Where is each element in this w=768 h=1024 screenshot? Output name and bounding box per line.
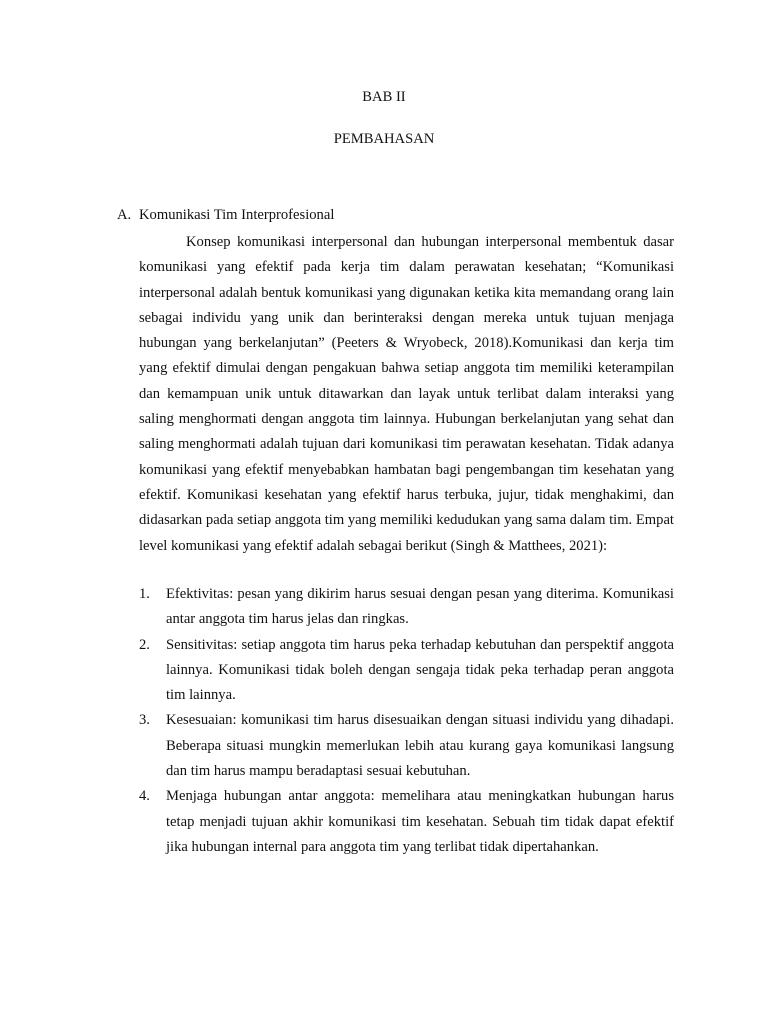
section-marker: A. bbox=[117, 207, 132, 223]
section-heading-text: Komunikasi Tim Interprofesional bbox=[139, 207, 335, 223]
list-item bbox=[139, 633, 674, 709]
list-item-text: Kesesuaian: komunikasi tim harus disesuaikan dengan situasi individu yang dihadapi. Beberapa situasi mungkin memerlukan lebih atau kurang gaya komunikasi langsung dan tim harus mampu beradaptasi sesuai kebutuhan. bbox=[166, 712, 674, 780]
list-item bbox=[139, 582, 674, 633]
list-item-text: Menjaga hubungan antar anggota: memelihara atau meningkatkan hubungan harus tetap menjadi tujuan akhir komunikasi tim kesehatan. Sebuah tim tidak dapat efektif jika hubungan internal para anggota tim yang terlibat tidak dipertahankan. bbox=[166, 788, 674, 855]
numbered-list bbox=[139, 582, 674, 860]
list-item-number: 1. bbox=[139, 586, 150, 602]
list-item-number: 2. bbox=[139, 636, 150, 653]
list-item-number: 4. bbox=[139, 788, 150, 805]
chapter-label: BAB II bbox=[362, 89, 406, 105]
list-item-text: Efektivitas: pesan yang dikirim harus sesuai dengan pesan yang diterima. Komunikasi antar anggota tim harus jelas dan ringkas. bbox=[166, 586, 674, 628]
list-item bbox=[139, 708, 674, 784]
section-heading bbox=[117, 206, 334, 224]
list-item-number: 3. bbox=[139, 712, 150, 729]
list-item bbox=[139, 784, 674, 860]
section-paragraph: Konsep komunikasi interpersonal dan hubungan interpersonal membentuk dasar komunikasi yang efektif pada kerja tim dalam perawatan kesehatan; “Komunikasi interpersonal adalah bentuk komunikasi yang digunakan ketika kita memandang orang lain sebagai individu yang unik dan berinteraksi dengan mereka untuk tujuan menjaga hubungan yang berkelanjutan” (Peeters & Wryobeck, 2018).Komunikasi dan kerja tim yang efektif dimulai dengan pengakuan bahwa setiap anggota tim memiliki keterampilan dan kemampuan unik untuk ditawarkan dan layak untuk terlibat dalam interaksi yang saling menghormati dengan anggota tim lainnya. Hubungan berkelanjutan yang sehat dan saling menghormati adalah tujuan dari komunikasi tim perawatan kesehatan. Tidak adanya komunikasi yang efektif menyebabkan hambatan bagi pengembangan tim kesehatan yang efektif. Komunikasi kesehatan yang efektif harus terbuka, jujur, tidak menghakimi, dan didasarkan pada setiap anggota tim yang memiliki kedudukan yang sama dalam tim. Empat level komunikasi yang efektif adalah sebagai berikut (Singh & Matthees, 2021): bbox=[139, 234, 674, 554]
chapter-title: PEMBAHASAN bbox=[333, 131, 435, 147]
list-item-text: Sensitivitas: setiap anggota tim harus peka terhadap kebutuhan dan perspektif anggota lainnya. Komunikasi tidak boleh dengan sengaja tidak peka terhadap peran anggota tim lainnya. bbox=[166, 636, 674, 704]
